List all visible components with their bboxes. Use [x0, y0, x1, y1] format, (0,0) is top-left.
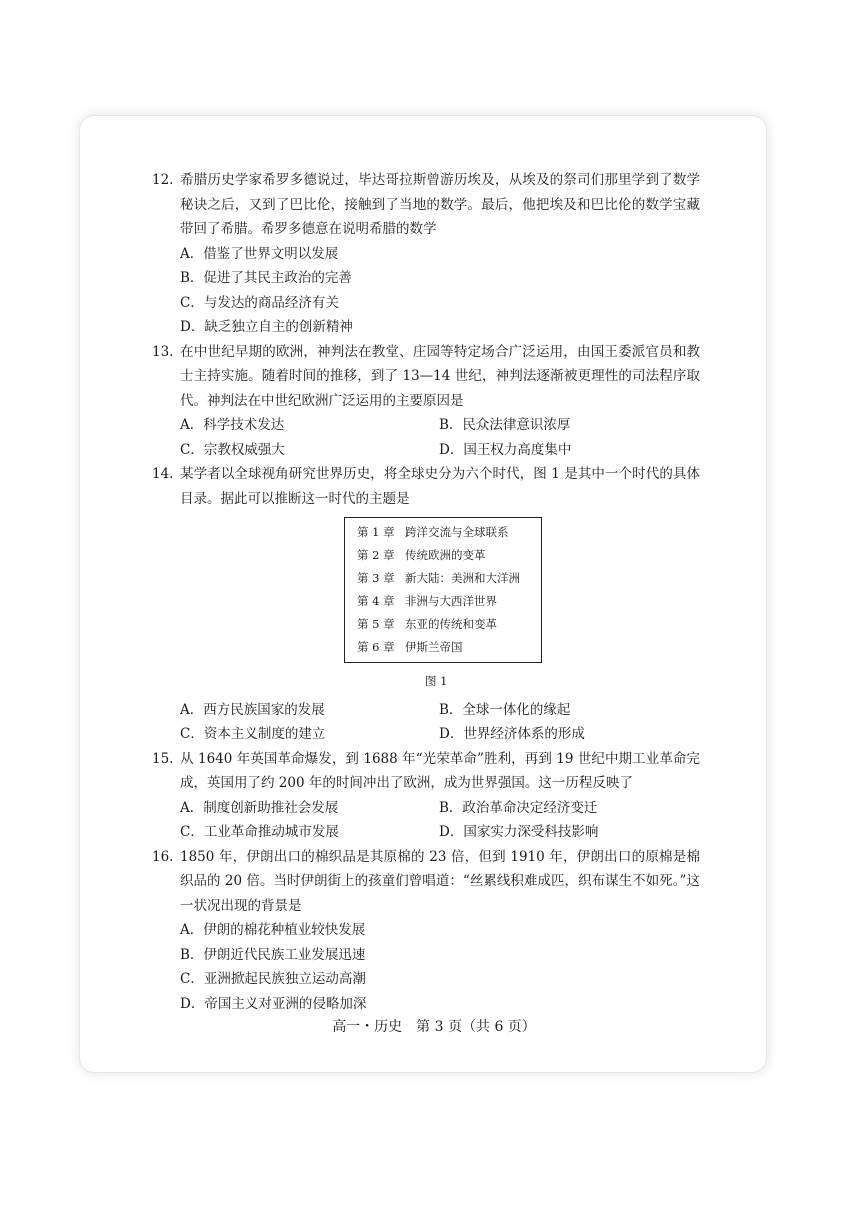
chapter-number: 第 6 章 — [357, 640, 395, 654]
question-stem — [152, 168, 700, 242]
question-text: 在中世纪早期的欧洲，神判法在教堂、庄园等特定场合广泛运用，由国王委派官员和教士主持实施。随着时间的推移，到了 13—14 世纪，神判法逐渐被更理性的司法程序取代。神判法在中世纪欧洲广泛运用的主要原因是 — [180, 343, 700, 409]
question-stem — [152, 340, 700, 414]
figure-caption: 图 1 — [425, 674, 448, 688]
question-14 — [152, 462, 700, 747]
page-footer: 高一・历史 第 3 页（共 6 页） — [332, 1019, 536, 1035]
chapter-number: 第 3 章 — [357, 571, 395, 585]
option-c: C．工业革命推动城市发展 — [180, 824, 339, 840]
toc-row — [357, 613, 541, 636]
question-number: 12. — [152, 172, 174, 188]
toc-row — [357, 567, 541, 590]
question-16 — [152, 845, 700, 1017]
toc-row — [357, 521, 541, 544]
question-stem — [152, 747, 700, 796]
question-number: 15. — [152, 750, 174, 767]
option-c: C．亚洲掀起民族独立运动高潮 — [180, 971, 366, 987]
option-a: A．科学技术发达 — [180, 417, 285, 433]
question-text: 希腊历史学家希罗多德说过，毕达哥拉斯曾游历埃及，从埃及的祭司们那里学到了数学秘诀之后，又到了巴比伦，接触到了当地的数学。最后，他把埃及和巴比伦的数学宝藏带回了希腊。希罗多德意在说明希腊的数学 — [180, 172, 700, 237]
option-d: D．世界经济体系的形成 — [439, 726, 585, 742]
chapter-title: 新大陆：美洲和大洋洲 — [405, 571, 520, 585]
question-number: 14. — [152, 466, 174, 482]
chapter-title: 东亚的传统和变革 — [405, 617, 497, 631]
option-b: B．民众法律意识浓厚 — [439, 417, 571, 433]
question-13 — [152, 340, 700, 463]
question-text: 1850 年，伊朗出口的棉织品是其原棉的 23 倍，但到 1910 年，伊朗出口的原棉是棉织品的 20 倍。当时伊朗街上的孩童们曾唱道：“丝累线积难成匹，织布谋生不如死。”这一状况出现的背景是 — [180, 848, 700, 914]
question-number: 16. — [152, 848, 174, 865]
toc-row — [357, 544, 541, 567]
option-c: C．资本主义制度的建立 — [180, 726, 326, 742]
toc-row — [357, 636, 541, 659]
option-a: A．制度创新助推社会发展 — [180, 799, 339, 816]
option-c: C．与发达的商品经济有关 — [180, 294, 339, 311]
option-d: D．帝国主义对亚洲的侵略加深 — [180, 995, 367, 1012]
option-b: B．政治革命决定经济变迁 — [439, 799, 598, 816]
chapter-number: 第 5 章 — [357, 617, 395, 631]
chapter-title: 伊斯兰帝国 — [405, 640, 463, 654]
toc-row — [357, 590, 541, 613]
chapter-title: 传统欧洲的变革 — [405, 548, 486, 562]
option-b: B．伊朗近代民族工业发展迅速 — [180, 946, 366, 963]
option-d: D．缺乏独立自主的创新精神 — [180, 319, 353, 335]
question-number: 13. — [152, 343, 174, 360]
chapter-number: 第 1 章 — [357, 525, 395, 539]
question-12 — [152, 168, 700, 340]
option-a: A．借鉴了世界文明以发展 — [180, 245, 339, 262]
options-grid — [152, 413, 700, 462]
option-d: D．国家实力深受科技影响 — [439, 824, 599, 840]
option-a: A．伊朗的棉花种植业较快发展 — [180, 922, 366, 938]
option-d: D．国王权力高度集中 — [439, 441, 572, 458]
chapter-title: 跨洋交流与全球联系 — [405, 525, 509, 539]
options-grid — [152, 698, 700, 747]
exam-content — [152, 168, 700, 1016]
question-text: 从 1640 年英国革命爆发，到 1688 年“光荣革命”胜利，再到 19 世纪中期工业革命完成，英国用了约 200 年的时间冲出了欧洲，成为世界强国。这一历程反映了 — [180, 750, 700, 791]
chapter-number: 第 4 章 — [357, 594, 395, 608]
chapter-title: 非洲与大西洋世界 — [405, 594, 497, 608]
option-b: B．全球一体化的缘起 — [439, 701, 571, 718]
question-stem — [152, 845, 700, 919]
options-grid — [152, 796, 700, 845]
figure-table-of-contents — [344, 517, 542, 663]
option-b: B．促进了其民主政治的完善 — [180, 270, 352, 286]
question-stem — [152, 462, 700, 511]
option-c: C．宗教权威强大 — [180, 441, 285, 458]
question-15 — [152, 747, 700, 845]
option-a: A．西方民族国家的发展 — [180, 701, 325, 718]
question-text: 某学者以全球视角研究世界历史，将全球史分为六个时代，图 1 是其中一个时代的具体目录。据此可以推断这一时代的主题是 — [180, 466, 700, 507]
chapter-number: 第 2 章 — [357, 548, 395, 562]
